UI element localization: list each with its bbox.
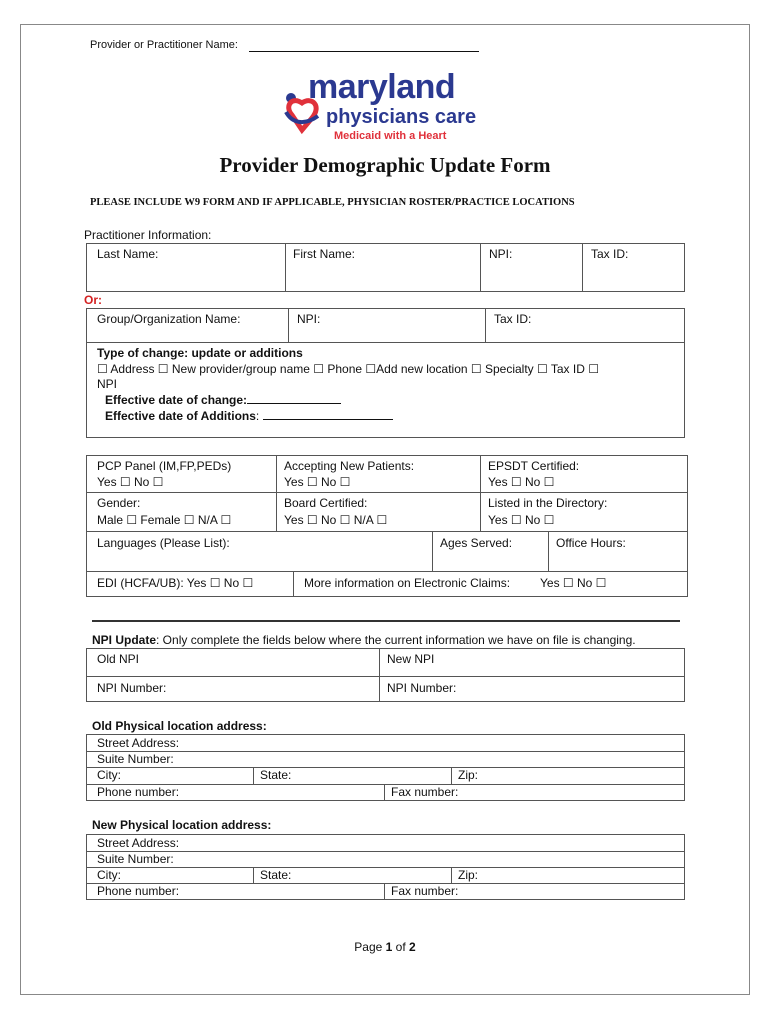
old-street-field[interactable]: Street Address: [97, 736, 180, 750]
old-address-heading: Old Physical location address: [92, 719, 267, 733]
pcp-panel-label: PCP Panel (IM,FP,PEDs) [97, 459, 232, 473]
practitioner-npi-field[interactable]: NPI: [489, 247, 513, 261]
group-table [86, 308, 685, 343]
more-info-options[interactable]: Yes ☐ No ☐ [540, 576, 607, 590]
pcp-panel-options[interactable]: Yes ☐ No ☐ [97, 475, 164, 489]
logo-text-physicians: physicians care [326, 106, 477, 128]
change-type-title: Type of change: update or additions [97, 346, 303, 360]
change-options[interactable]: ☐ Address ☐ New provider/group name ☐ Phone ☐Add new location ☐ Specialty ☐ Tax ID ☐ [97, 362, 599, 376]
old-npi-field[interactable]: Old NPI [97, 652, 140, 666]
old-phone-field[interactable]: Phone number: [97, 785, 180, 799]
group-npi-field[interactable]: NPI: [297, 312, 321, 326]
old-city-field[interactable]: City: [97, 768, 121, 782]
effective-additions-field[interactable] [263, 408, 393, 420]
old-npi-number-field[interactable]: NPI Number: [97, 681, 167, 695]
logo-tagline: Medicaid with a Heart [334, 130, 447, 142]
change-options-npi[interactable]: NPI [97, 377, 118, 391]
old-suite-field[interactable]: Suite Number: [97, 752, 174, 766]
new-npi-field[interactable]: New NPI [387, 652, 435, 666]
provider-name-label: Provider or Practitioner Name: [90, 39, 238, 51]
more-info-label: More information on Electronic Claims: [304, 576, 511, 590]
new-state-field[interactable]: State: [260, 868, 292, 882]
last-name-field[interactable]: Last Name: [97, 247, 159, 261]
accepting-label: Accepting New Patients: [284, 459, 415, 473]
old-fax-field[interactable]: Fax number: [391, 785, 459, 799]
old-address-table [86, 734, 685, 801]
new-fax-field[interactable]: Fax number: [391, 884, 459, 898]
page-title: Provider Demographic Update Form [219, 153, 551, 177]
provider-name-field[interactable] [249, 51, 479, 52]
ages-served-field[interactable]: Ages Served: [440, 536, 513, 550]
board-certified-label: Board Certified: [284, 496, 368, 510]
practitioner-table [86, 243, 685, 292]
group-tax-id-field[interactable]: Tax ID: [494, 312, 532, 326]
effective-change-label: Effective date of change: [105, 392, 341, 408]
accepting-options[interactable]: Yes ☐ No ☐ [284, 475, 351, 489]
new-city-field[interactable]: City: [97, 868, 121, 882]
new-phone-field[interactable]: Phone number: [97, 884, 180, 898]
effective-additions-label: Effective date of Additions: [105, 408, 393, 424]
new-suite-field[interactable]: Suite Number: [97, 852, 174, 866]
w9-notice: PLEASE INCLUDE W9 FORM AND IF APPLICABLE, PHYSICIAN ROSTER/PRACTICE LOCATIONS [90, 197, 575, 208]
logo-text-maryland: maryland [308, 68, 456, 106]
epsdt-label: EPSDT Certified: [488, 459, 580, 473]
practitioner-section-label: Practitioner Information: [84, 228, 212, 242]
gender-label: Gender: [97, 496, 141, 510]
office-hours-field[interactable]: Office Hours: [556, 536, 626, 550]
board-certified-options[interactable]: Yes ☐ No ☐ N/A ☐ [284, 513, 388, 527]
epsdt-options[interactable]: Yes ☐ No ☐ [488, 475, 555, 489]
or-label: Or: [84, 293, 102, 307]
first-name-field[interactable]: First Name: [293, 247, 356, 261]
new-address-heading: New Physical location address: [92, 818, 272, 832]
new-zip-field[interactable]: Zip: [458, 868, 479, 882]
npi-update-table [86, 648, 685, 702]
org-name-field[interactable]: Group/Organization Name: [97, 312, 241, 326]
directory-label: Listed in the Directory: [488, 496, 608, 510]
logo [282, 68, 487, 148]
new-npi-number-field[interactable]: NPI Number: [387, 681, 457, 695]
edi-options[interactable]: EDI (HCFA/UB): Yes ☐ No ☐ [97, 576, 254, 590]
old-zip-field[interactable]: Zip: [458, 768, 479, 782]
page-number: Page 1 of 2 [354, 940, 416, 954]
section-divider [92, 620, 680, 622]
directory-options[interactable]: Yes ☐ No ☐ [488, 513, 555, 527]
change-box [86, 342, 685, 438]
details-table [86, 455, 688, 597]
languages-field[interactable]: Languages (Please List): [97, 536, 230, 550]
effective-change-field[interactable] [247, 392, 341, 404]
old-state-field[interactable]: State: [260, 768, 292, 782]
new-address-table [86, 834, 685, 900]
new-street-field[interactable]: Street Address: [97, 836, 180, 850]
gender-options[interactable]: Male ☐ Female ☐ N/A ☐ [97, 513, 232, 527]
npi-update-heading: NPI Update: Only complete the fields below where the current information we have on file is changing. [92, 633, 636, 647]
practitioner-tax-id-field[interactable]: Tax ID: [591, 247, 629, 261]
